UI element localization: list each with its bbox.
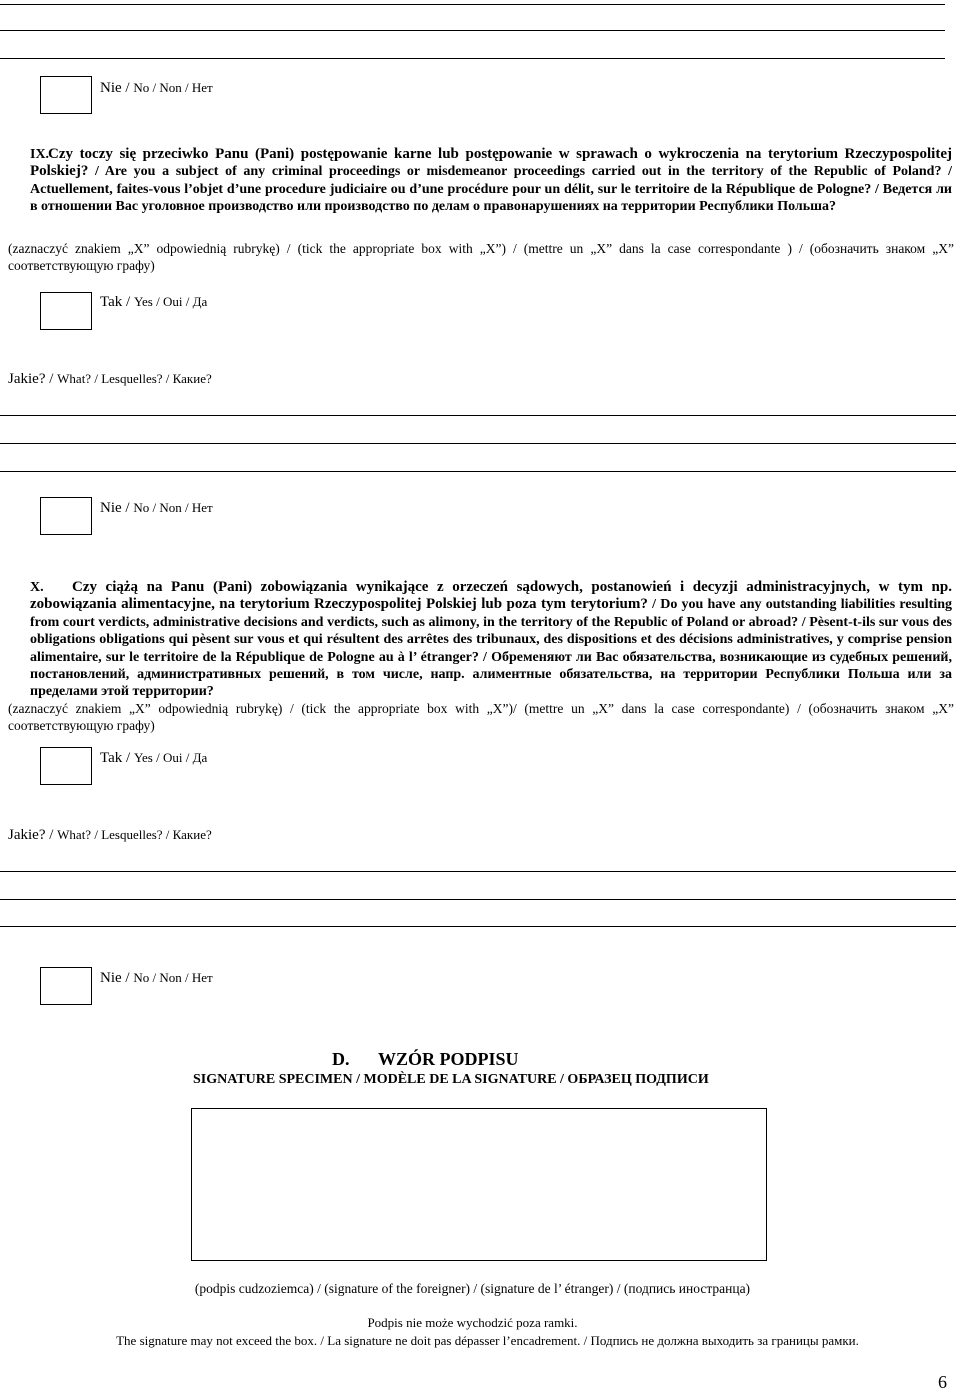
what-label-main: Jakie? /	[8, 371, 54, 387]
question-number: IX.	[30, 147, 50, 162]
signature-note-pl: Podpis nie może wychodzić poza ramki.	[367, 1315, 578, 1330]
no-checkbox[interactable]	[40, 76, 92, 114]
what-label	[8, 827, 212, 844]
answer-line[interactable]	[0, 58, 945, 59]
no-label-rest: No / Non / Нет	[133, 80, 213, 95]
yes-label-rest: Yes / Oui / Да	[133, 294, 208, 309]
yes-checkbox[interactable]	[40, 747, 92, 785]
no-checkbox[interactable]	[40, 967, 92, 1005]
question-x	[30, 579, 952, 701]
answer-line[interactable]	[0, 30, 945, 31]
what-label-rest: What? / Lesquelles? / Какие?	[57, 827, 212, 842]
section-letter: D.	[332, 1049, 350, 1069]
instruction-text: (zaznaczyć znakiem „X” odpowiednią rubrykę) / (tick the appropriate box with „X”)/ (mettre un „X” dans la case correspondante) / (обозначить знаком „X” соответствующую графу)	[8, 701, 954, 733]
what-label-main: Jakie? /	[8, 827, 54, 843]
no-option-label	[100, 500, 213, 517]
question-text-ru: / Ведется ли в отношении Вас уголовное производство или производство по делам о правонарушениях на территории Республики Польша?	[30, 181, 952, 215]
answer-line[interactable]	[0, 926, 956, 927]
no-checkbox[interactable]	[40, 497, 92, 535]
yes-option-label	[100, 294, 207, 311]
yes-option-label	[100, 750, 207, 767]
answer-line[interactable]	[0, 871, 956, 872]
section-title: WZÓR PODPISU	[378, 1049, 519, 1069]
no-label-main: Nie /	[100, 970, 130, 986]
question-text-fr: / Pèsent-t-ils sur vous des obligations obligations qui pèsent sur vous et qui résultent des arrêtes des tribunaux, des dispositions et des décisions administratives, y comprise pension alimentaire, sur le territoire de la République de Pologne au à l’ étranger?	[30, 614, 952, 665]
what-label-rest: What? / Lesquelles? / Какие?	[57, 371, 212, 386]
no-label-main: Nie /	[100, 500, 130, 516]
yes-label-main: Tak /	[100, 750, 131, 766]
yes-checkbox[interactable]	[40, 292, 92, 330]
question-text-fr: / Actuellement, faites-vous l’objet d’une procedure judiciaire ou d’une procédure pour un délit, sur le territoire de la République de Pologne?	[30, 164, 953, 197]
no-label-rest: No / Non / Нет	[133, 500, 213, 515]
instruction-text: (zaznaczyć znakiem „X” odpowiednią rubrykę) / (tick the appropriate box with „X”) / (mettre un „X” dans la case correspondante ) / (обозначить знаком „X” соответствующую графу)	[8, 241, 954, 273]
question-number: X.	[30, 580, 44, 595]
answer-line[interactable]	[0, 899, 956, 900]
answer-line[interactable]	[0, 415, 956, 416]
what-label	[8, 371, 212, 388]
signature-caption: (podpis cudzoziemca) / (signature of the foreigner) / (signature de l’ étranger) / (подпись иностранца)	[194, 1281, 751, 1296]
no-label-main: Nie /	[100, 80, 130, 96]
answer-line[interactable]	[0, 471, 956, 472]
section-subtitle: SIGNATURE SPECIMEN / MODÈLE DE LA SIGNATURE / ОБРАЗЕЦ ПОДПИСИ	[193, 1072, 709, 1087]
question-text-en: / Do you have any outstanding liabilities resulting from court verdicts, administrative decisions and verdicts, such as alimony, in the territory of the Republic of Poland or abroad?	[30, 597, 952, 630]
question-text-pl: Czy ciążą na Panu (Pani) zobowiązania wynikające z orzeczeń sądowych, postanowień i decyzji administracyjnych, w tym np. zobowiązania alimentacyjne, na terytorium Rzeczypospolitej Polskiej lub poza tym terytorium?	[30, 579, 952, 613]
answer-line[interactable]	[0, 443, 956, 444]
question-ix	[30, 146, 952, 216]
question-text-ru: / Обременяют ли Вас обязательства, возникающие из судебных решений, постановлений, административных решений, в том числе, напр. алиментные обязательства, на территории Республики Польша или за пределами этой территории?	[30, 649, 952, 700]
answer-line[interactable]	[0, 4, 945, 5]
section-d-heading	[332, 1049, 519, 1070]
signature-note-multilingual: The signature may not exceed the box. / La signature ne doit pas dépasser l’encadrement. / Подпись не должна выходить за границы рамки.	[116, 1333, 859, 1348]
yes-label-rest: Yes / Oui / Да	[133, 750, 208, 765]
page-number: 6	[938, 1372, 947, 1392]
no-label-rest: No / Non / Нет	[133, 970, 213, 985]
no-option-label	[100, 970, 213, 987]
signature-box[interactable]	[191, 1108, 767, 1261]
no-option-label	[100, 80, 213, 97]
yes-label-main: Tak /	[100, 294, 131, 310]
question-text-pl: Czy toczy się przeciwko Panu (Pani) postępowanie karne lub postępowanie w sprawach o wykroczenia na terytorium Rzeczypospolitej Polskiej?	[30, 146, 952, 180]
question-text-en: / Are you a subject of any criminal proceedings or misdemeanor proceedings carried out in the territory of the Republic of Poland?	[88, 164, 942, 180]
